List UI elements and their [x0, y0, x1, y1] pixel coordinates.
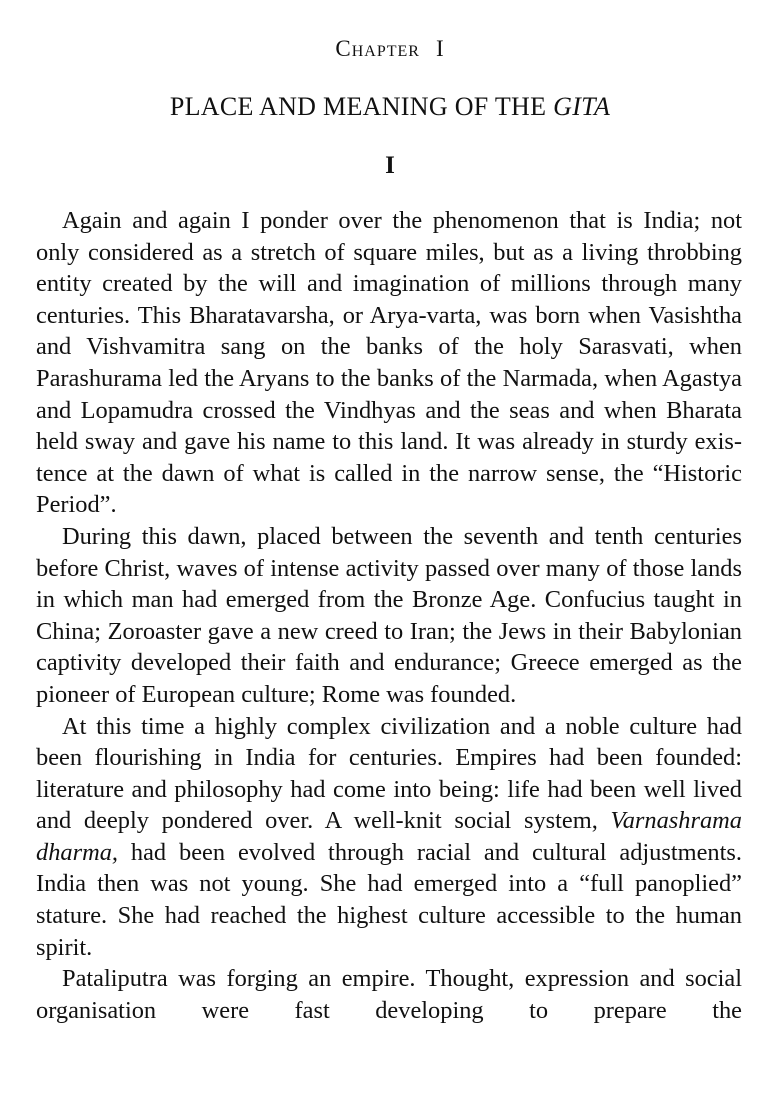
title-main: PLACE AND MEANING OF THE	[169, 92, 547, 121]
paragraph-4: Pataliputra was forging an empire. Thought, expression and social organisation were fast developing to prepare the	[36, 965, 742, 1024]
paragraph-3-italic: Varnashrama dharma,	[36, 807, 742, 866]
paragraph-3-text-a: At this time a highly complex civilization and a noble culture had been flourishing in India for centuries. Empires had been founded: literature and philosophy had come into being: life had been well lived and deeply pondered over. A well-knit social system,	[36, 712, 742, 835]
section-number: I	[385, 152, 395, 179]
paragraph-3	[36, 711, 742, 964]
paragraph-2: During this dawn, placed between the seventh and tenth centuries before Christ, waves of intense activity passed over many of those lands in which man had emerged from the Bronze Age. Confucius taught in China; Zoroaster gave a new creed to Iran; the Jews in their Babylonian captivity developed their faith and endurance; Greece emerged as the pioneer of European culture; Rome was founded.	[36, 522, 742, 708]
chapter-heading	[0, 36, 780, 62]
chapter-number: I	[435, 36, 445, 61]
chapter-label: Chapter	[335, 36, 420, 61]
paragraph-3-text-b: had been evolved through racial and cultural adjustments. India then was not young. She had emerged into a “full panoplied” stature. She had reached the highest culture accessible to the human spirit.	[36, 838, 742, 961]
page-title	[0, 92, 780, 122]
title-italic: GITA	[553, 92, 611, 121]
body-text	[36, 205, 742, 1026]
paragraph-1: Again and again I ponder over the phenomenon that is India; not only considered as a stretch of square miles, but as a living throbbing entity created by the will and imagination of millions through many centuries. This Bharatavarsha, or Arya-varta, was born when Vasishtha and Vishvamitra sang on the banks of the holy Sarasvati, when Parashurama led the Aryans to the banks of the Narmada, when Agastya and Lopamudra crossed the Vindhyas and the seas and when Bharata held sway and gave his name to this land. It was already in sturdy exis-tence at the dawn of what is called in the narrow sense, the “Historic Period”.	[36, 207, 742, 519]
